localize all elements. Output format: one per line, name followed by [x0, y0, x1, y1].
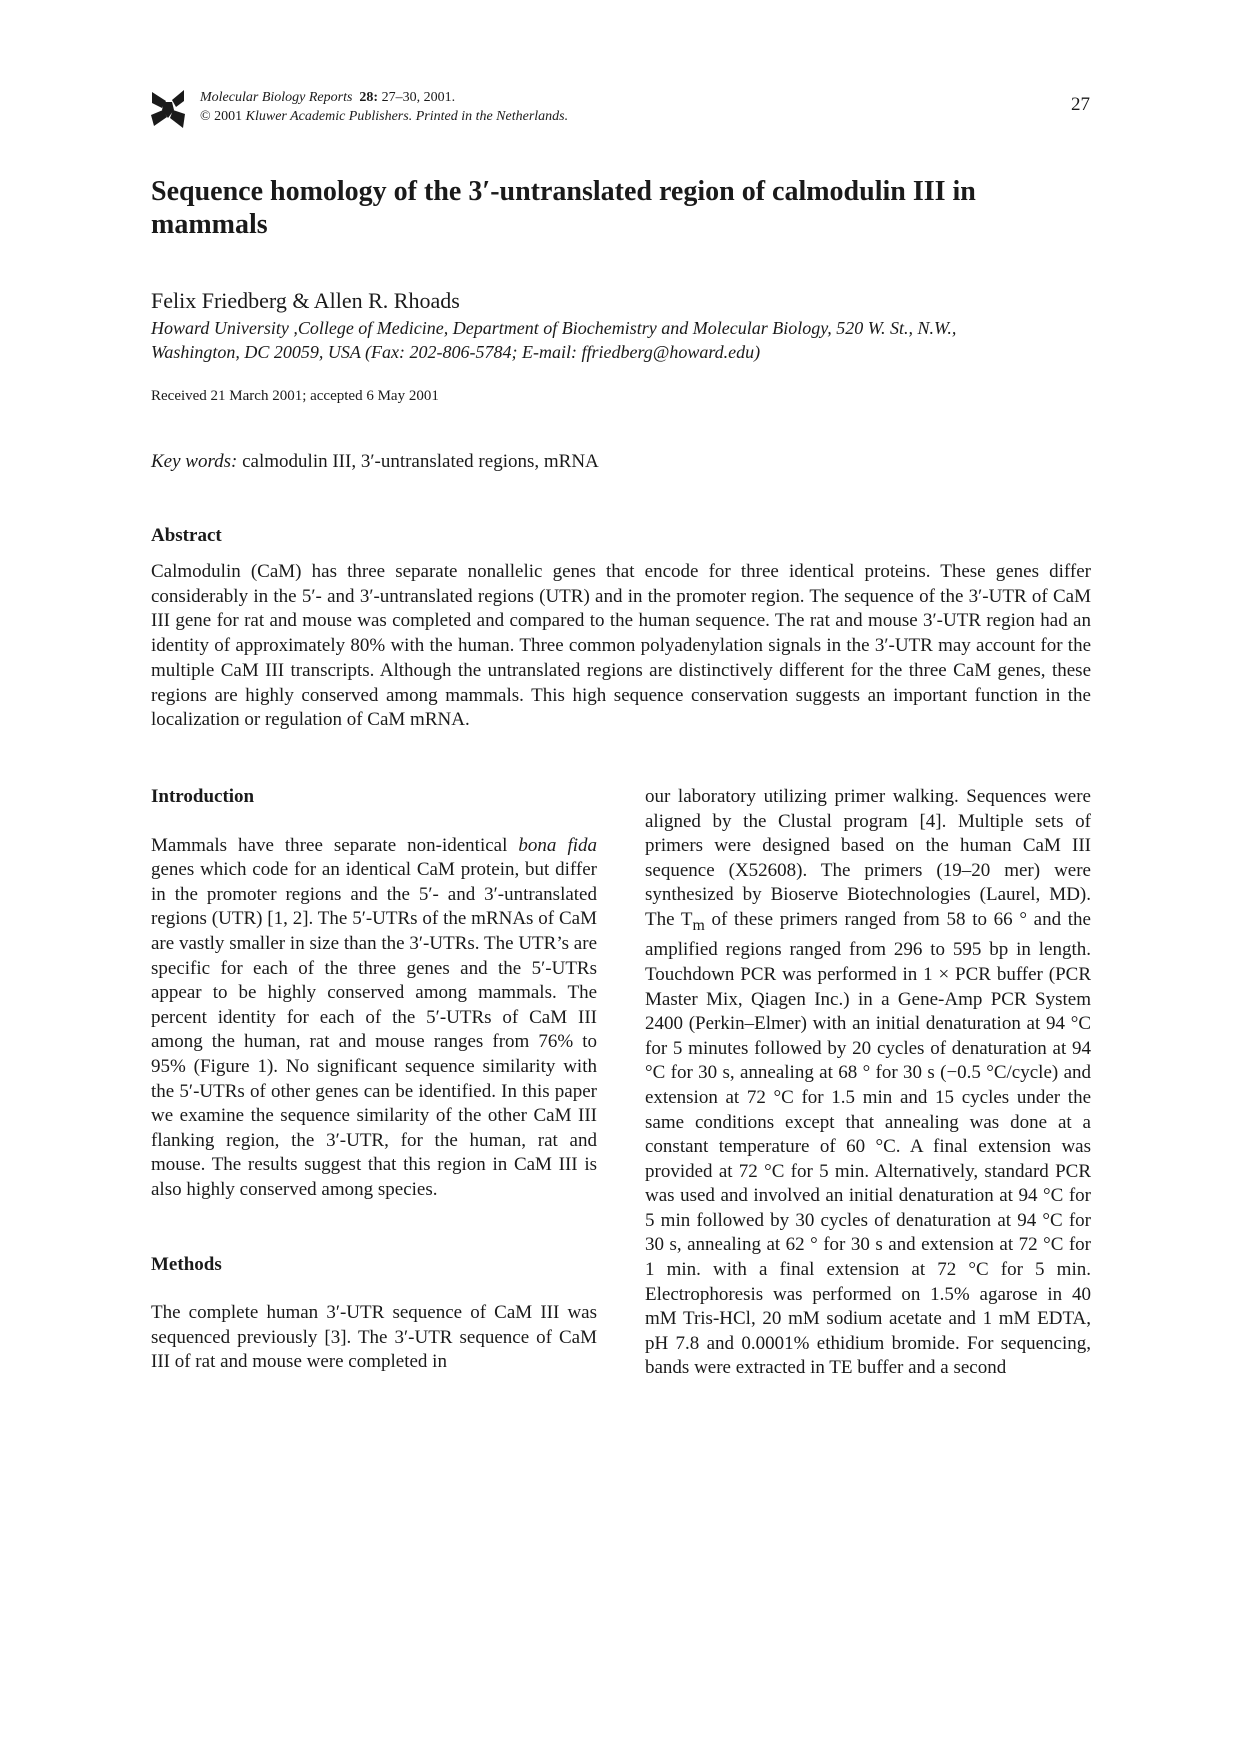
affiliation: [151, 316, 1091, 364]
copyright-symbol: © 2001: [200, 109, 246, 124]
right-column: [645, 785, 1091, 1381]
keywords-text: calmodulin III, 3′-untranslated regions, mRNA: [237, 451, 599, 472]
introduction-text: [151, 834, 597, 1203]
copyright-line: [200, 107, 568, 126]
keywords: [151, 451, 599, 473]
publisher-line: Kluwer Academic Publishers. Printed in the Netherlands.: [245, 109, 569, 124]
paper-title: Sequence homology of the 3′-untranslated region of calmodulin III in mammals: [151, 176, 976, 240]
methods-text-part-1: our laboratory utilizing primer walking. Sequences were aligned by the Clustal program [4]. Multiple sets of primers were designed based on the human CaM III sequence (X52608). The primers (19–20 mer) were synthesized by Bioserve Biotechnologies (Laurel, MD). The T: [645, 786, 1091, 930]
journal-header: [150, 88, 1090, 132]
publisher-logo-icon: [150, 88, 186, 130]
abstract-heading: Abstract: [151, 525, 222, 546]
affiliation-line-2: Washington, DC 20059, USA (Fax: 202-806-5784; E-mail: ffriedberg@howard.edu): [151, 342, 761, 362]
journal-citation-line: [200, 88, 568, 107]
methods-heading: Methods: [151, 1253, 222, 1275]
page-number: 27: [1071, 94, 1090, 115]
methods-text-right: [645, 785, 1091, 1381]
intro-italic-term: bona fida: [518, 834, 598, 856]
tm-subscript: m: [692, 916, 705, 934]
methods-text-left: The complete human 3′-UTR sequence of CaM III was sequenced previously [3]. The 3′-UTR sequence of CaM III of rat and mouse were completed in: [151, 1302, 597, 1373]
left-column: [151, 785, 597, 1375]
journal-info: [200, 88, 568, 126]
intro-text-rest: genes which code for an identical CaM protein, but differ in the promoter regions and the 5′- and 3′-untranslated regions (UTR) [1, 2]. The 5′-UTRs of the mRNAs of CaM are vastly smaller in size than the 3′-UTRs. The UTR’s are specific for each of the three genes and the 5′-UTRs appear to be highly conserved among mammals. The percent identity for each of the 5′-UTRs of CaM III among the human, rat and mouse ranges from 76% to 95% (Figure 1). No significant sequence similarity with the 5′-UTRs of other genes can be identified. In this paper we examine the sequence similarity of the other CaM III flanking region, the 3′-UTR, for the human, rat and mouse. The results suggest that this region in CaM III is also highly conserved among species.: [151, 859, 597, 1200]
journal-pages: 27–30, 2001.: [378, 90, 456, 105]
journal-name: Molecular Biology Reports: [200, 90, 353, 105]
authors: Felix Friedberg & Allen R. Rhoads: [151, 288, 460, 313]
journal-volume: 28:: [359, 90, 379, 105]
introduction-heading: Introduction: [151, 786, 255, 807]
keywords-label: Key words:: [151, 451, 238, 472]
abstract-text: Calmodulin (CaM) has three separate nonallelic genes that encode for three identical proteins. These genes differ considerably in the 5′- and 3′-untranslated regions (UTR) and in the promoter region. The sequence of the 3′-UTR of CaM III gene for rat and mouse was completed and compared to the human sequence. The rat and mouse 3′-UTR region had an identity of approximately 80% with the human. Three common polyadenylation signals in the 3′-UTR may account for the multiple CaM III transcripts. Although the untranslated regions are distinctively different for the three CaM genes, these regions are highly conserved among mammals. This high sequence conservation suggests an important function in the localization or regulation of CaM mRNA.: [151, 561, 1091, 731]
intro-text-start: Mammals have three separate non-identical: [151, 834, 519, 856]
methods-text-part-2: of these primers ranged from 58 to 66 ° and the amplified regions ranged from 296 to 595 bp in length. Touchdown PCR was performed in 1 × PCR buffer (PCR Master Mix, Qiagen Inc.) in a Gene-Amp PCR System 2400 (Perkin–Elmer) with an initial denaturation at 94 °C for 5 minutes followed by 20 cycles of denaturation at 94 °C for 30 s, annealing at 68 ° for 30 s (−0.5 °C/cycle) and extension at 72 °C for 1.5 min and 15 cycles under the same conditions except that annealing was done at a constant temperature of 60 °C. A final extension was provided at 72 °C for 5 min. Alternatively, standard PCR was used and involved an initial denaturation at 94 °C for 5 min followed by 30 cycles of denaturation at 94 °C for 30 s, annealing at 62 ° for 30 s and extension at 72 °C for 1 min. with a final extension at 72 °C for 5 min. Electrophoresis was performed on 1.5% agarose in 40 mM Tris-HCl, 20 mM sodium acetate and 1 mM EDTA, pH 7.8 and 0.0001% ethidium bromide. For sequencing, bands were extracted in TE buffer and a second: [645, 908, 1091, 1379]
received-dates: Received 21 March 2001; accepted 6 May 2001: [151, 388, 439, 404]
affiliation-line-1: Howard University ,College of Medicine, Department of Biochemistry and Molecular Biology, 520 W. St., N.W.,: [151, 318, 957, 338]
